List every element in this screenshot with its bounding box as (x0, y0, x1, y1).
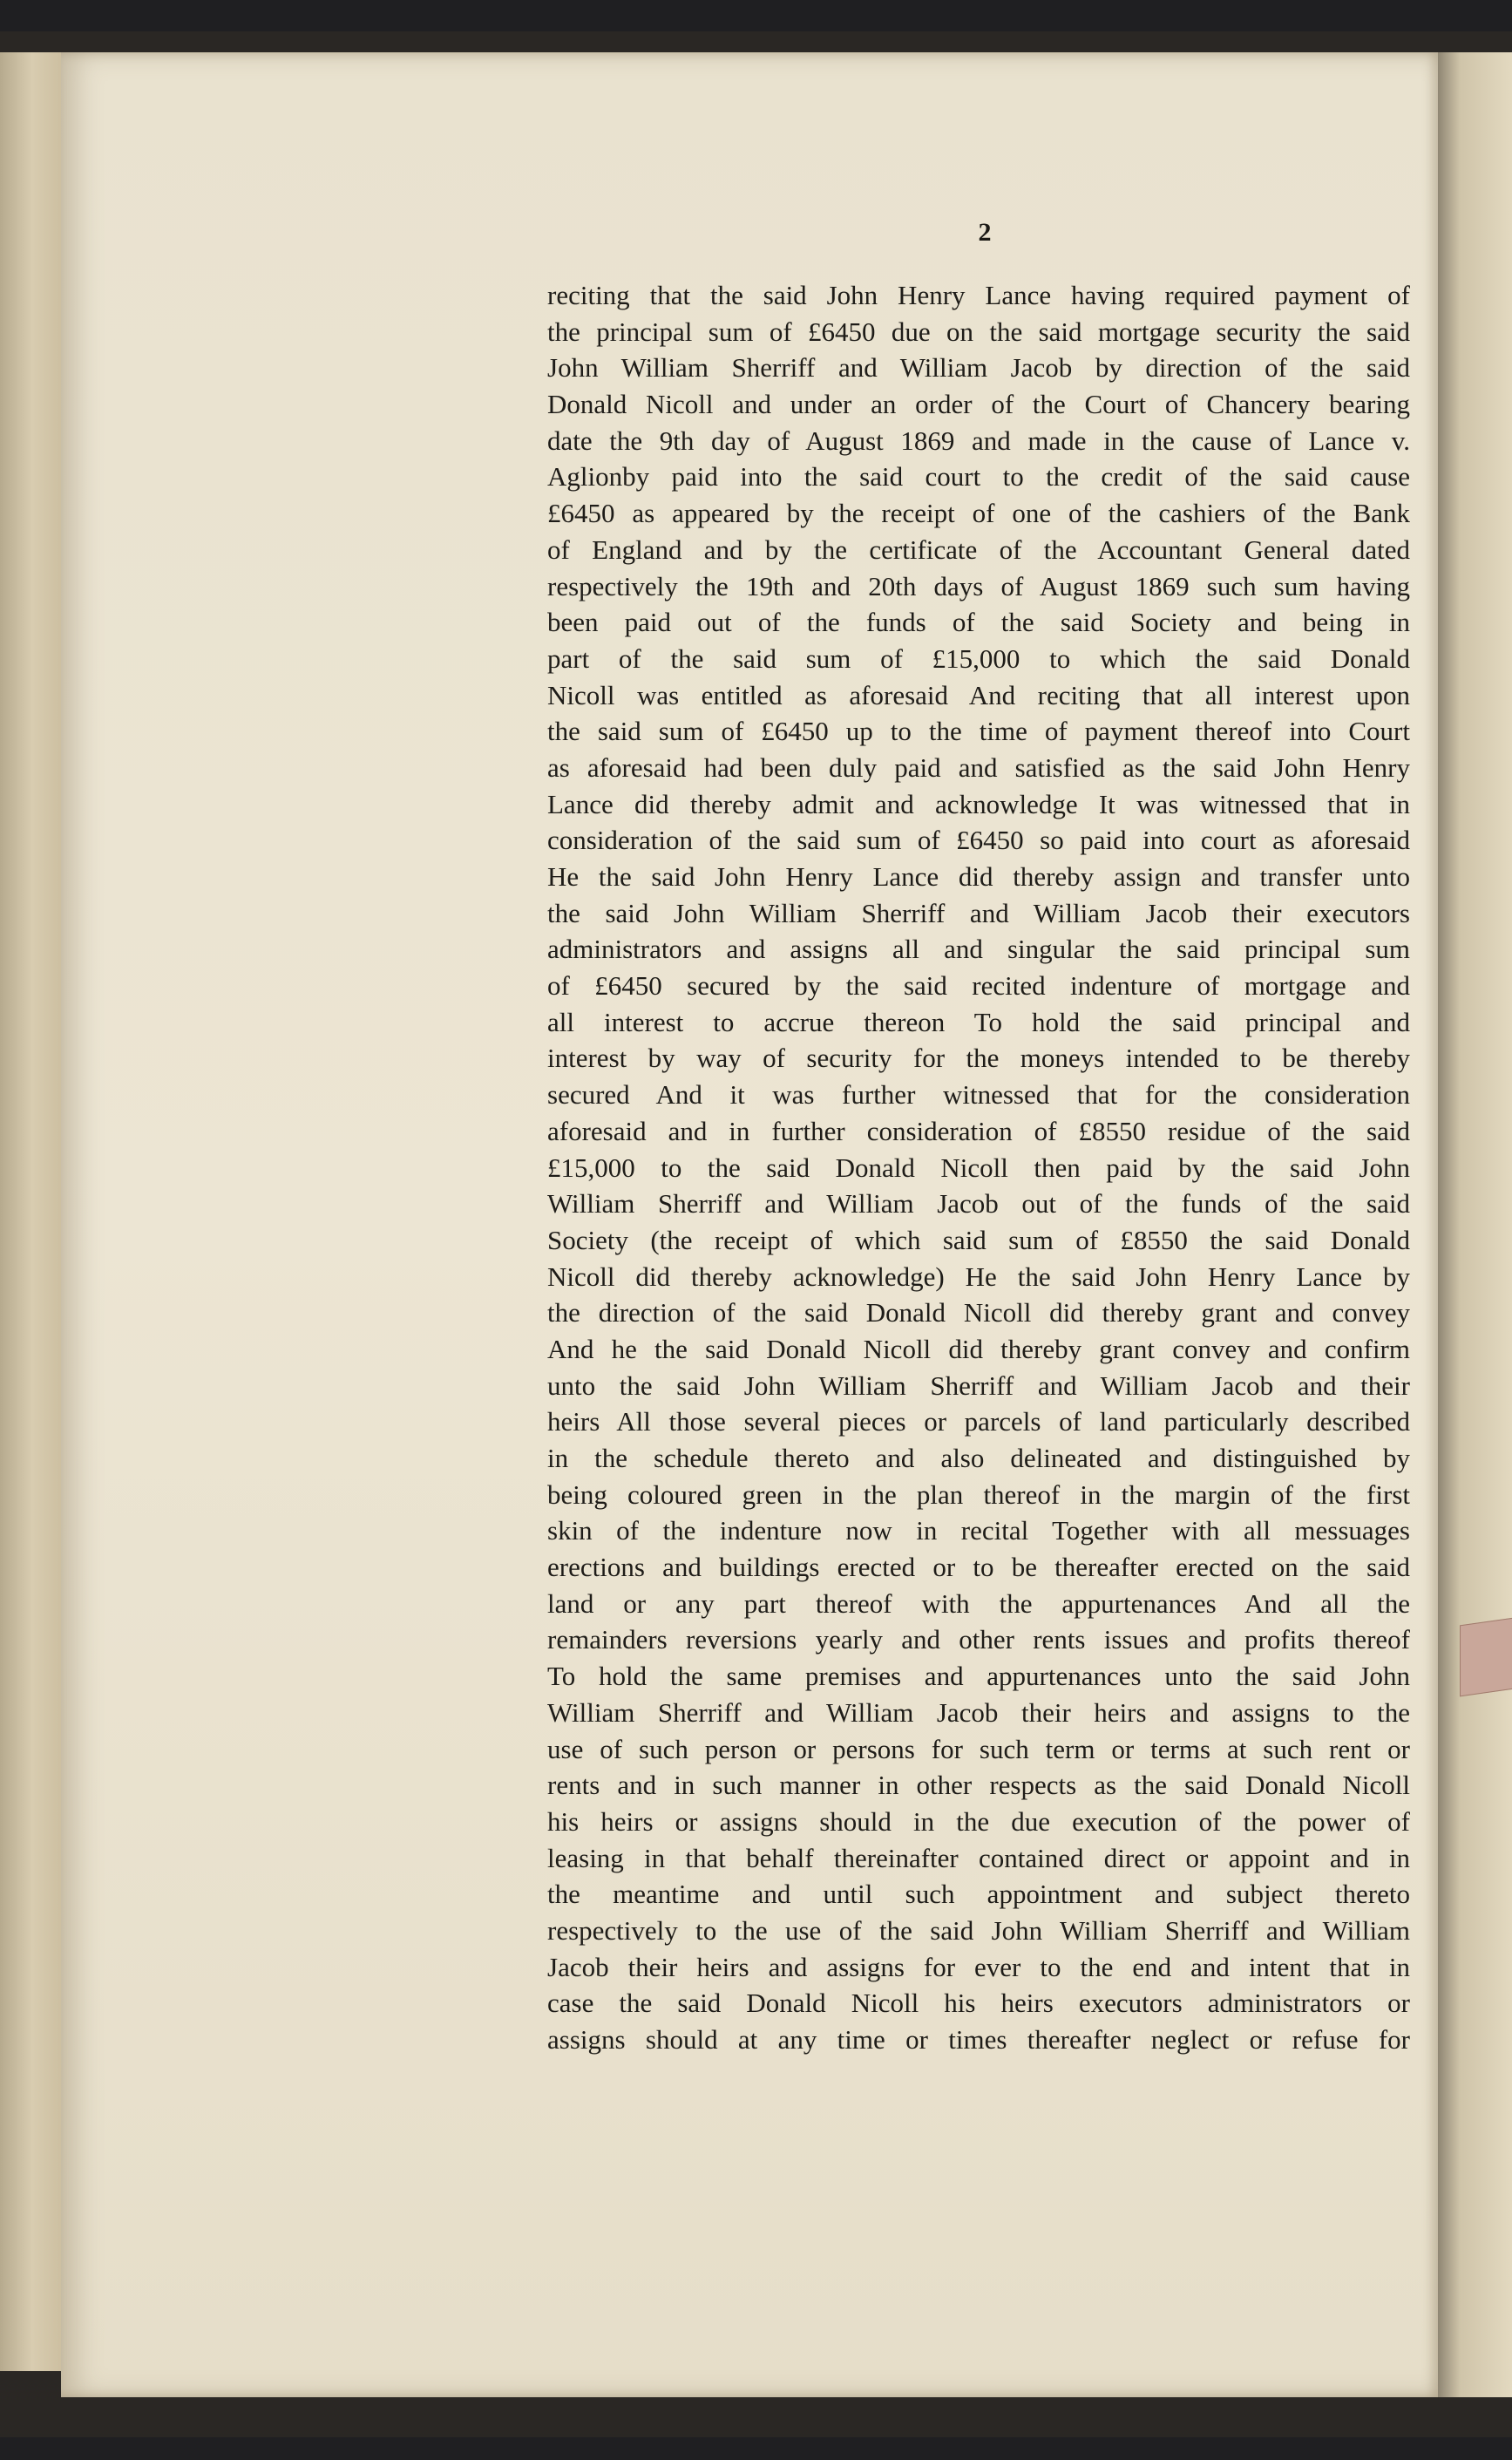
text-line: all interest to accrue thereon To hold the said principal and (547, 1006, 1410, 1037)
text-line: £15,000 to the said Donald Nicoll then paid by the said John (547, 1152, 1410, 1183)
text-line: £6450 as appeared by the receipt of one of the cashiers of the Bank (547, 498, 1410, 529)
text-line: the said John William Sherriff and William Jacob their executors (547, 897, 1410, 928)
text-line: Society (the receipt of which said sum of £8550 the said Donald (547, 1224, 1410, 1255)
adjacent-page-edge (1438, 52, 1512, 2397)
text-line: in the schedule thereto and also delineated and distinguished by (547, 1443, 1410, 1473)
text-line: administrators and assigns all and singular the said principal sum (547, 934, 1410, 965)
text-line: the meantime and until such appointment and subject thereto (547, 1879, 1410, 1910)
text-line: use of such person or persons for such term or terms at such rent or (547, 1733, 1410, 1764)
text-line: the direction of the said Donald Nicoll did thereby grant and convey (547, 1297, 1410, 1329)
text-line: respectively to the use of the said John William Sherriff and William (547, 1914, 1410, 1946)
text-line: secured And it was further witnessed that for the consideration (547, 1079, 1410, 1111)
text-line: as aforesaid had been duly paid and satisfied as the said John Henry (547, 751, 1410, 783)
text-line: of England and by the certificate of the Accountant General dated (547, 533, 1410, 565)
text-line: being coloured green in the plan thereof in the margin of the first (547, 1478, 1410, 1510)
text-line: Nicoll was entitled as aforesaid And reciting that all interest upon (547, 679, 1410, 710)
text-line: case the said Donald Nicoll his heirs executors administrators or (547, 1988, 1410, 2019)
text-line: John William Sherriff and William Jacob by direction of the said (547, 352, 1410, 384)
text-line: rents and in such manner in other respects as the said Donald Nicoll (547, 1770, 1410, 1801)
page-number: 2 (978, 218, 992, 247)
text-line: unto the said John William Sherriff and William Jacob and their (547, 1369, 1410, 1401)
text-line: of £6450 secured by the said recited indenture of mortgage and (547, 970, 1410, 1002)
text-line: reciting that the said John Henry Lance having required payment of (547, 280, 1410, 310)
text-line: part of the said sum of £15,000 to which the said Donald (547, 642, 1410, 674)
text-line: land or any part thereof with the appurtenances And all the (547, 1587, 1410, 1619)
page-marker-tab (1460, 1618, 1512, 1697)
text-line: the said sum of £6450 up to the time of payment thereof into Court (547, 716, 1410, 747)
text-line: aforesaid and in further consideration of £8550 residue of the said (547, 1115, 1410, 1146)
text-line: respectively the 19th and 20th days of August 1869 such sum having (547, 570, 1410, 601)
text-line: And he the said Donald Nicoll did thereby grant convey and confirm (547, 1333, 1410, 1364)
text-line: leasing in that behalf thereinafter contained direct or appoint and in (547, 1842, 1410, 1873)
text-line: remainders reversions yearly and other rents issues and profits thereof (547, 1624, 1410, 1655)
text-line: erections and buildings erected or to be thereafter erected on the said (547, 1552, 1410, 1583)
text-line: consideration of the said sum of £6450 so paid into court as aforesaid (547, 825, 1410, 856)
text-line: date the 9th day of August 1869 and made in the cause of Lance v. (547, 425, 1410, 456)
text-line: heirs All those several pieces or parcels of land particularly described (547, 1406, 1410, 1437)
text-line: He the said John Henry Lance did thereby assign and transfer unto (547, 861, 1410, 892)
text-line: his heirs or assigns should in the due execution of the power of (547, 1805, 1410, 1837)
text-line: To hold the same premises and appurtenances unto the said John (547, 1661, 1410, 1692)
text-line: Aglionby paid into the said court to the credit of the said cause (547, 461, 1410, 493)
text-line: Nicoll did thereby acknowledge) He the said John Henry Lance by (547, 1261, 1410, 1292)
text-line: Donald Nicoll and under an order of the Court of Chancery bearing (547, 389, 1410, 420)
text-line: skin of the indenture now in recital Together with all messuages (547, 1515, 1410, 1546)
text-line: William Sherriff and William Jacob their heirs and assigns to the (547, 1696, 1410, 1728)
text-line: Jacob their heirs and assigns for ever to the end and intent that in (547, 1951, 1410, 1982)
text-line: been paid out of the funds of the said Society and being in (547, 607, 1410, 638)
text-line: the principal sum of £6450 due on the said mortgage security the said (547, 316, 1410, 347)
text-line: interest by way of security for the moneys intended to be thereby (547, 1043, 1410, 1074)
document-body (547, 277, 1410, 2058)
text-line: assigns should at any time or times thereafter neglect or refuse for (547, 2024, 1410, 2055)
text-line: William Sherriff and William Jacob out of the funds of the said (547, 1188, 1410, 1220)
text-line: Lance did thereby admit and acknowledge It was witnessed that in (547, 788, 1410, 819)
